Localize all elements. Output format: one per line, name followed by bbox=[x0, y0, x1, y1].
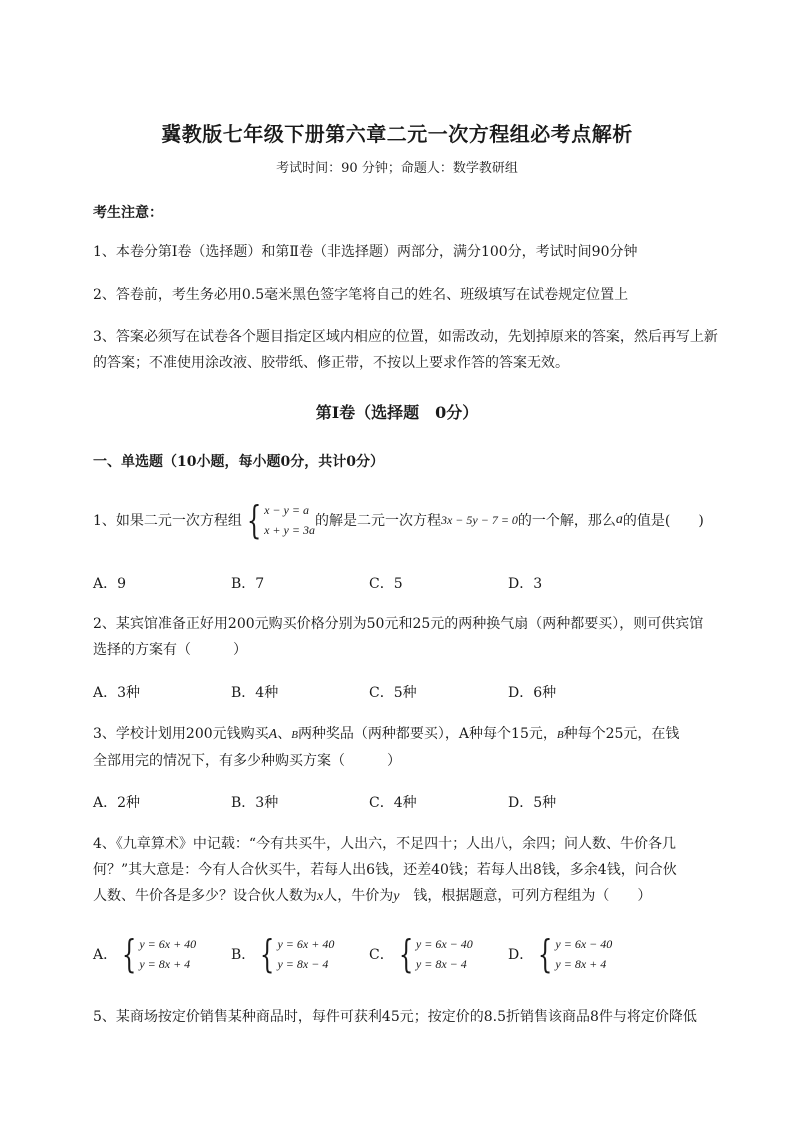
question-2-line-1: 2、某宾馆准备正好用200元购买价格分别为50元和25元的两种换气扇（两种都要买），则可供宾馆 bbox=[93, 616, 704, 632]
q4-d-eq-1: y = 6x − 40 bbox=[555, 937, 613, 951]
notice-item-2: 2、答卷前，考生务必用0.5毫米黑色签字笔将自己的姓名、班级填写在试卷规定位置上 bbox=[93, 287, 629, 303]
q1-option-b[interactable]: B．7 bbox=[231, 576, 265, 592]
q4-option-c[interactable]: C． { y = 6x − 40 y = 8x − 4 bbox=[369, 932, 473, 976]
q1-suffix: 的值是( ) bbox=[622, 513, 704, 529]
q3-text-3: 两种奖品（两种都要买），A种每个15元， bbox=[297, 726, 557, 742]
notice-item-3-cont: 的答案；不准使用涂改液、胶带纸、修正带，不按以上要求作答的答案无效。 bbox=[93, 355, 569, 371]
question-4-line-3 bbox=[93, 885, 651, 905]
q1-equation: 3x − 5y − 7 = 0 bbox=[440, 512, 518, 527]
question-1 bbox=[93, 498, 704, 542]
q1-eq-2: x + y = 3a bbox=[264, 523, 315, 537]
notice-item-1: 1、本卷分第Ⅰ卷（选择题）和第Ⅱ卷（非选择题）两部分，满分100分，考试时间90分钟 bbox=[93, 244, 638, 260]
notice-item-3: 3、答案必须写在试卷各个题目指定区域内相应的位置，如需改动，先划掉原来的答案，然后再写上新 bbox=[93, 329, 718, 345]
q3-var-a: A bbox=[268, 727, 278, 742]
q1-var: a bbox=[615, 512, 623, 527]
question-4-line-1: 4、《九章算术》中记载：“今有共买牛，人出六，不足四十；人出八，余四；问人数、牛价各几 bbox=[93, 836, 677, 852]
q1-equation-system: { x − y = a x + y = 3a bbox=[246, 498, 315, 542]
q4-c-eq-1: y = 6x − 40 bbox=[415, 937, 473, 951]
q3-var-b2: B bbox=[556, 729, 564, 741]
page-title: 冀教版七年级下册第六章二元一次方程组必考点解析 bbox=[161, 122, 633, 146]
question-5-line-1: 5、某商场按定价销售某种商品时，每件可获利45元；按定价的8.5折销售该商品8件与将定价降低 bbox=[93, 1009, 697, 1025]
q4-text-1: 人数、牛价各是多少？设合伙人数为 bbox=[93, 888, 317, 904]
q4-option-c-label: C． bbox=[369, 947, 394, 963]
q2-option-b[interactable]: B．4种 bbox=[231, 685, 279, 701]
question-4-line-2: 何？”其大意是：今有人合伙买牛，若每人出6钱，还差40钱；若每人出8钱，多余4钱，问合伙 bbox=[93, 862, 677, 878]
q2-option-d[interactable]: D．6种 bbox=[508, 685, 557, 701]
q4-option-d-label: D． bbox=[508, 947, 534, 963]
q4-b-eq-2: y = 8x − 4 bbox=[277, 957, 329, 971]
q4-option-a[interactable]: A． { y = 6x + 40 y = 8x + 4 bbox=[93, 932, 197, 976]
q4-var-x: x bbox=[317, 889, 324, 904]
q4-a-eq-1: y = 6x + 40 bbox=[139, 937, 197, 951]
q4-var-y: y bbox=[393, 889, 400, 904]
q1-option-c[interactable]: C．5 bbox=[369, 576, 403, 592]
q4-text-2: 人，牛价为 bbox=[323, 888, 394, 904]
section-title: 第Ⅰ卷（选择题 0分） bbox=[315, 403, 479, 422]
notice-heading: 考生注意： bbox=[93, 205, 163, 221]
q4-c-eq-2: y = 8x − 4 bbox=[415, 957, 467, 971]
q4-option-a-label: A． bbox=[93, 947, 118, 963]
question-2-line-2: 选择的方案有（ ） bbox=[93, 642, 247, 658]
q2-option-c[interactable]: C．5种 bbox=[369, 685, 417, 701]
q4-b-eq-1: y = 6x + 40 bbox=[277, 937, 335, 951]
q3-option-d[interactable]: D．5种 bbox=[508, 795, 557, 811]
q1-eq-1: x − y = a bbox=[264, 503, 309, 517]
question-3-line-1 bbox=[93, 723, 679, 743]
q3-option-b[interactable]: B．3种 bbox=[231, 795, 279, 811]
part-heading: 一、单选题（10小题，每小题0分，共计0分） bbox=[93, 454, 384, 470]
q1-option-d[interactable]: D．3 bbox=[508, 576, 543, 592]
exam-info: 考试时间：90 分钟；命题人：数学教研组 bbox=[276, 161, 518, 176]
q4-d-eq-2: y = 8x + 4 bbox=[555, 957, 607, 971]
question-3-line-2: 全部用完的情况下，有多少种购买方案（ ） bbox=[93, 753, 401, 769]
q3-option-c[interactable]: C．4种 bbox=[369, 795, 417, 811]
q3-option-a[interactable]: A．2种 bbox=[93, 795, 141, 811]
q3-text-4: 种每个25元，在钱 bbox=[563, 726, 680, 742]
q4-a-eq-2: y = 8x + 4 bbox=[139, 957, 191, 971]
q4-option-b-label: B． bbox=[231, 947, 256, 963]
q3-text-1: 3、学校计划用200元钱购买 bbox=[93, 726, 269, 742]
q1-mid2: 的一个解，那么 bbox=[517, 513, 616, 529]
q4-option-d[interactable]: D． { y = 6x − 40 y = 8x + 4 bbox=[508, 932, 613, 976]
q4-option-b[interactable]: B． { y = 6x + 40 y = 8x − 4 bbox=[231, 932, 335, 976]
q3-var-b: B bbox=[291, 729, 298, 741]
q3-text-2: 、 bbox=[277, 726, 292, 742]
q1-prefix: 1、如果二元一次方程组 bbox=[93, 513, 242, 529]
q4-text-3: 钱，根据题意，可列方程组为（ ） bbox=[399, 888, 652, 904]
q1-mid: 的解是二元一次方程 bbox=[314, 513, 441, 529]
q2-option-a[interactable]: A．3种 bbox=[93, 685, 141, 701]
q1-option-a[interactable]: A．9 bbox=[93, 576, 127, 592]
